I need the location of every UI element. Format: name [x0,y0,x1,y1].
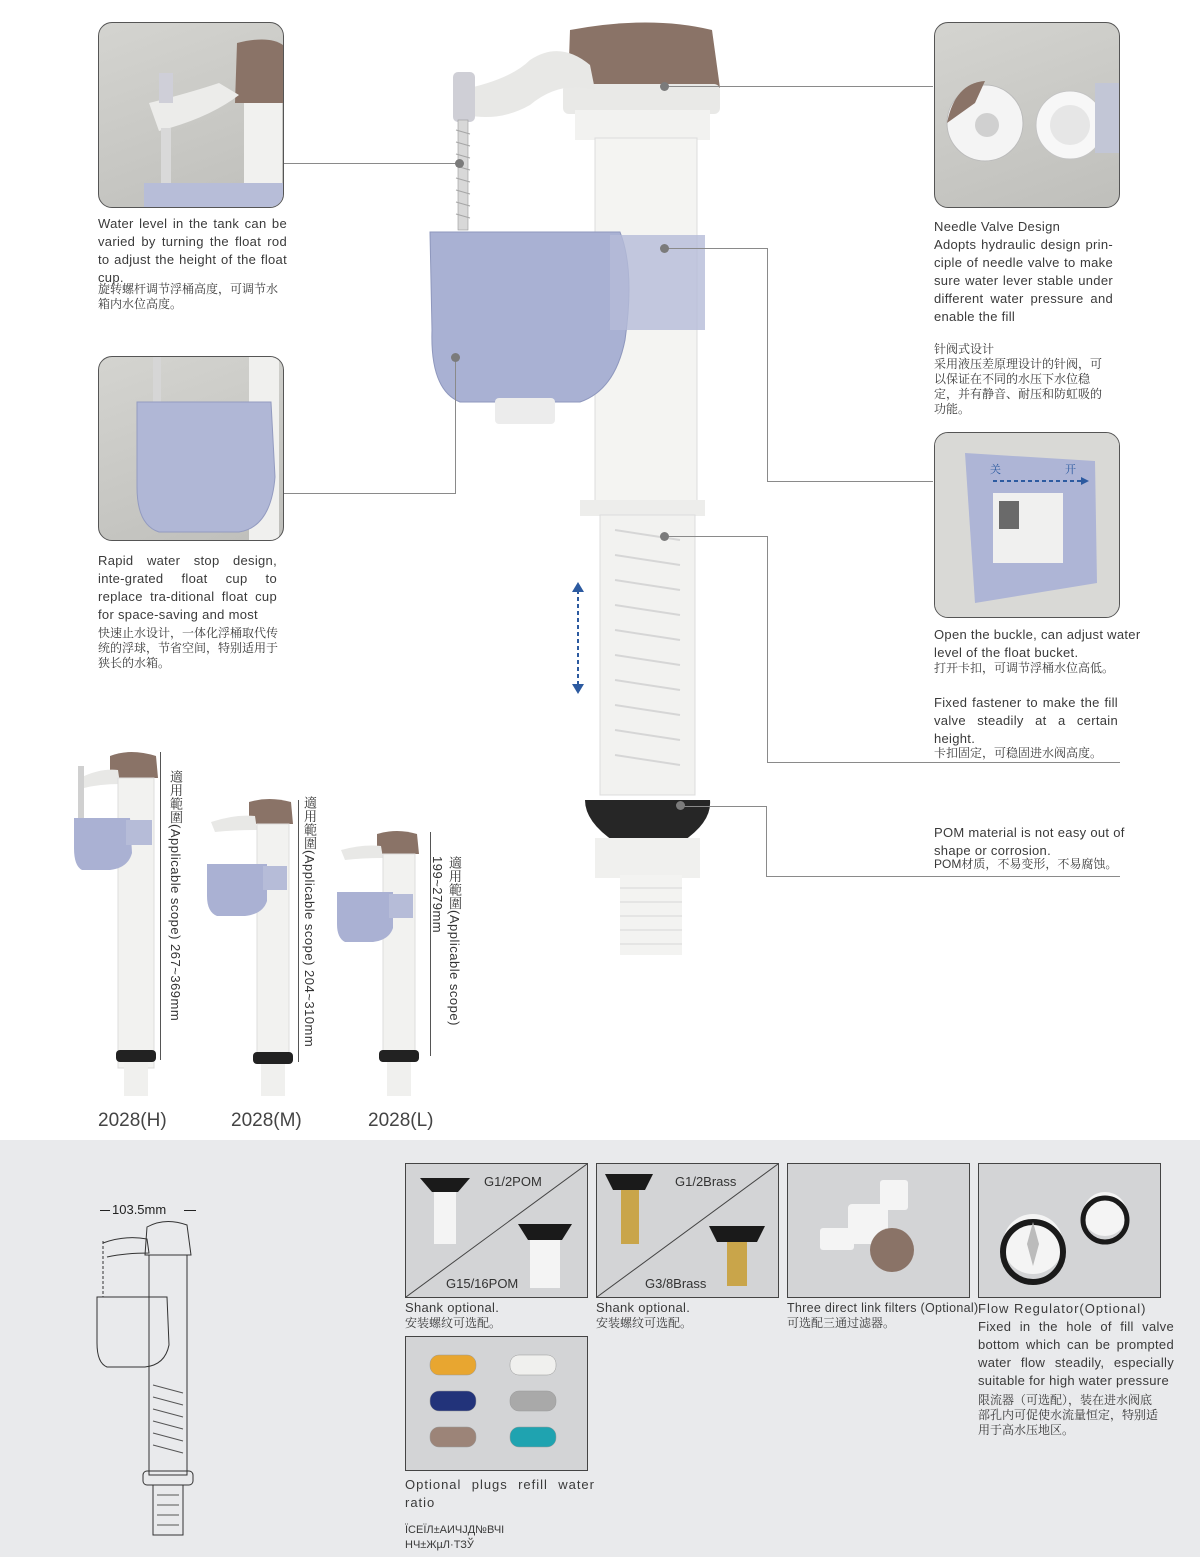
pom-desc-cn: POM材质，不易变形，不易腐蚀。 [934,857,1118,871]
callout-line-buckle-h2 [767,481,933,482]
buckle-close-label: 关 [990,464,1001,476]
buckle-desc-en: Open the buckle, can adjust water level of the float bucket. [934,627,1141,660]
needle-valve-title: Needle Valve Design [934,219,1061,234]
fill-valve-line-drawing [95,1215,205,1545]
shank-pom-desc-en: Shank optional. [405,1300,500,1315]
buckle-open-label: 开 [1065,464,1076,476]
height-adjust-arrow [570,582,586,694]
filters-desc-cn: 可选配三通过滤器。 [787,1316,896,1330]
scope-bracket-m [298,800,299,1062]
callout-dot-pom [676,801,685,810]
model-h-label: 2028(H) [98,1110,167,1131]
needle-valve-desc-cn: 针阀式设计 采用液压差原理设计的针阀，可以保证在不同的水压下水位稳定，并有静音、耐压和防虹吸的功能。 [934,342,1103,416]
plugs-desc-cn: ЇСЕЇЛ±АИЧЈД№ВЧІ НЧ±ЖµЛ·ТЗЎ [405,1524,505,1551]
shank-brass-top-label: G1/2Brass [675,1174,737,1189]
plugs-colors [406,1337,587,1470]
callout-line-fastener-h2 [767,762,1120,763]
regulator-box [978,1163,1161,1298]
needle-valve-desc-en: Adopts hydraulic design prin-ciple of needle valve to make sure water lever stable under different water pressure and enable the fill [934,237,1113,324]
callout-dot-rod [455,159,464,168]
fill-valve-main-image [420,10,740,970]
callout-line-cup [283,493,456,494]
model-h-scope: 適用範圍(Applicable scope) 267~369mm [168,770,183,1022]
callout-line-cap [665,86,933,87]
model-h-image [70,748,170,1100]
filters-box [787,1163,970,1298]
float-cup-desc-en: Rapid water stop design, inte-grated float cup to replace tra-ditional float cup for space-saving and most [98,553,277,622]
filters-desc-en: Three direct link filters (Optional) [787,1301,979,1315]
shank-pom-box [405,1163,588,1298]
callout-line-cup-vert [455,358,456,494]
regulator-desc-en: Fixed in the hole of fill valve bottom which can be prompted water flow steadily, especially suitable for high water pressure [978,1319,1174,1388]
model-m-label: 2028(M) [231,1110,302,1131]
callout-dot-fastener [660,532,669,541]
regulator-title: Flow Regulator(Optional) [978,1301,1147,1316]
model-l-label: 2028(L) [368,1110,434,1131]
shank-pom-desc-cn: 安装螺纹可选配。 [405,1316,502,1330]
shank-brass-box [596,1163,779,1298]
fastener-desc-en: Fixed fastener to make the fill valve steadily at a certain height. [934,695,1118,746]
float-rod-desc-en: Water level in the tank can be varied by turning the float rod to adjust the height of the float cup. [98,216,287,285]
shank-pom-top-label: G1/2POM [484,1174,542,1189]
callout-line-pom-vert [766,806,767,877]
float-cup-desc-cn: 快速止水设计，一体化浮桶取代传统的浮球，节省空间，特别适用于狭长的水箱。 [98,626,279,670]
plug-swatch [430,1391,476,1411]
model-l-scope: 適用範圍(Applicable scope) 199~279mm [430,856,462,1026]
plug-swatch [510,1427,556,1447]
regulator-desc-cn: 限流器（可选配），装在进水阀底部孔内可促使水流量恒定，特别适用于高水压地区。 [978,1393,1159,1437]
dimension-line [100,1210,110,1211]
fastener-desc-cn: 卡扣固定，可稳固进水阀高度。 [934,746,1103,760]
plug-swatch [510,1355,556,1375]
callout-line-fastener-vert [767,536,768,763]
buckle-desc-cn: 打开卡扣，可调节浮桶水位高低。 [934,661,1115,675]
plugs-desc-en: Optional plugs refill water ratio [405,1477,595,1510]
callout-dot-cap [660,82,669,91]
callout-dot-cup [451,353,460,362]
pom-desc-en: POM material is not easy out of shape or corrosion. [934,825,1125,858]
callout-line-rod [283,163,459,164]
plug-swatch [430,1427,476,1447]
model-m-scope: 適用範圍(Applicable scope) 204~310mm [302,796,317,1048]
model-m-image [205,796,305,1100]
callout-line-pom-h2 [766,876,1120,877]
buckle-detail-photo [934,432,1120,618]
shank-pom-bottom-label: G15/16POM [446,1276,519,1291]
float-rod-detail-photo [98,22,284,208]
needle-valve-detail-photo [934,22,1120,208]
float-cup-detail-photo [98,356,284,541]
float-rod-desc-cn: 旋转螺杆调节浮桶高度，可调节水箱内水位高度。 [98,282,279,311]
dimension-line-right [184,1210,196,1211]
plug-swatch [430,1355,476,1375]
shank-brass-desc-en: Shank optional. [596,1300,691,1315]
model-l-image [335,828,435,1100]
plugs-box [405,1336,588,1471]
scope-bracket-h [160,752,161,1060]
callout-line-buckle-vert [767,248,768,482]
plug-swatch [510,1391,556,1411]
callout-line-buckle [665,248,768,249]
callout-dot-buckle [660,244,669,253]
callout-line-pom [680,806,767,807]
callout-line-fastener [665,536,768,537]
shank-brass-bottom-label: G3/8Brass [645,1276,707,1291]
dimension-width-label: 103.5mm [112,1202,167,1217]
shank-brass-desc-cn: 安装螺纹可选配。 [596,1316,693,1330]
